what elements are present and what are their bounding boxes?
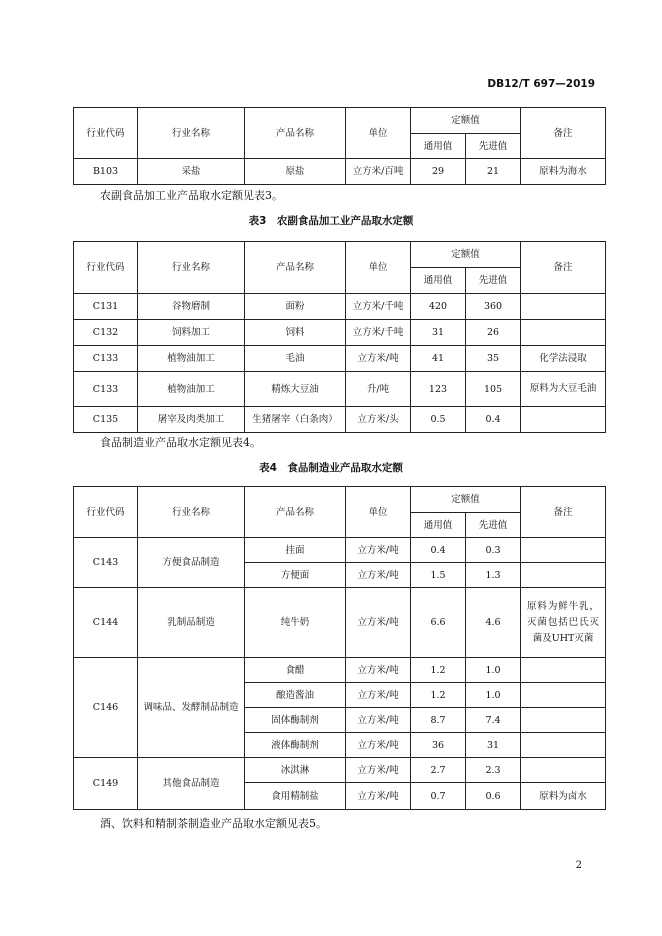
header-industry: 行业名称 <box>138 487 245 538</box>
header-quota: 定额值 <box>411 487 521 513</box>
cell-remark <box>521 407 606 433</box>
cell-unit: 立方米/吨 <box>346 588 411 658</box>
table-row <box>74 159 606 185</box>
cell-product: 精炼大豆油 <box>245 372 346 407</box>
cell-unit: 立方米/吨 <box>346 733 411 758</box>
header-product: 产品名称 <box>245 108 346 159</box>
cell-remark <box>521 320 606 346</box>
cell-product: 面粉 <box>245 294 346 320</box>
cell-remark: 原料为大豆毛油 <box>521 372 606 407</box>
header-remark: 备注 <box>521 108 606 159</box>
cell-general: 123 <box>411 372 466 407</box>
table-row <box>74 294 606 320</box>
cell-code: B103 <box>74 159 138 185</box>
cell-advanced: 360 <box>466 294 521 320</box>
cell-general: 29 <box>411 159 466 185</box>
cell-general: 1.2 <box>411 658 466 683</box>
table-row <box>74 407 606 433</box>
cell-code: C133 <box>74 372 138 407</box>
cell-product: 冰淇淋 <box>245 758 346 783</box>
cell-industry: 采盐 <box>138 159 245 185</box>
cell-industry: 调味品、发酵制品制造 <box>138 658 245 758</box>
table-row <box>74 320 606 346</box>
cell-general: 0.4 <box>411 538 466 563</box>
cell-general: 36 <box>411 733 466 758</box>
cell-general: 2.7 <box>411 758 466 783</box>
header-remark: 备注 <box>521 487 606 538</box>
cell-unit: 立方米/头 <box>346 407 411 433</box>
cell-remark: 原料为鲜牛乳，灭菌包括巴氏灭菌及UHT灭菌 <box>521 588 606 658</box>
cell-industry: 其他食品制造 <box>138 758 245 810</box>
cell-advanced: 1.0 <box>466 658 521 683</box>
cell-remark <box>521 658 606 683</box>
cell-general: 31 <box>411 320 466 346</box>
cell-advanced: 4.6 <box>466 588 521 658</box>
header-product: 产品名称 <box>245 242 346 294</box>
cell-advanced: 0.3 <box>466 538 521 563</box>
cell-unit: 立方米/吨 <box>346 758 411 783</box>
table-row <box>74 346 606 372</box>
cell-product: 食醋 <box>245 658 346 683</box>
cell-advanced: 1.3 <box>466 563 521 588</box>
cell-unit: 立方米/百吨 <box>346 159 411 185</box>
cell-advanced: 21 <box>466 159 521 185</box>
table-row <box>74 658 606 683</box>
cell-code: C143 <box>74 538 138 588</box>
cell-remark <box>521 538 606 563</box>
page-number: 2 <box>575 860 582 871</box>
cell-advanced: 7.4 <box>466 708 521 733</box>
cell-unit: 立方米/吨 <box>346 538 411 563</box>
cell-advanced: 1.0 <box>466 683 521 708</box>
cell-industry: 乳制品制造 <box>138 588 245 658</box>
cell-code: C146 <box>74 658 138 758</box>
table-row <box>74 758 606 783</box>
table3 <box>73 241 606 433</box>
cell-general: 6.6 <box>411 588 466 658</box>
cell-remark: 原料为卤水 <box>521 783 606 810</box>
cell-general: 0.7 <box>411 783 466 810</box>
cell-unit: 立方米/吨 <box>346 683 411 708</box>
header-advanced: 先进值 <box>466 268 521 294</box>
header-advanced: 先进值 <box>466 134 521 159</box>
cell-product: 固体酶制剂 <box>245 708 346 733</box>
cell-product: 纯牛奶 <box>245 588 346 658</box>
document-code: DB12/T 697—2019 <box>487 78 595 90</box>
cell-unit: 立方米/千吨 <box>346 320 411 346</box>
cell-unit: 升/吨 <box>346 372 411 407</box>
cell-remark <box>521 683 606 708</box>
header-quota: 定额值 <box>411 242 521 268</box>
cell-industry: 饲料加工 <box>138 320 245 346</box>
paragraph-table5-intro: 酒、饮料和精制茶制造业产品取水定额见表5。 <box>100 817 327 830</box>
header-general: 通用值 <box>411 268 466 294</box>
cell-product: 方便面 <box>245 563 346 588</box>
table-row <box>74 372 606 407</box>
cell-product: 液体酶制剂 <box>245 733 346 758</box>
header-advanced: 先进值 <box>466 513 521 538</box>
cell-general: 420 <box>411 294 466 320</box>
cell-advanced: 2.3 <box>466 758 521 783</box>
cell-industry: 屠宰及肉类加工 <box>138 407 245 433</box>
cell-product: 饲料 <box>245 320 346 346</box>
cell-code: C144 <box>74 588 138 658</box>
table-row <box>74 538 606 563</box>
cell-remark <box>521 563 606 588</box>
header-general: 通用值 <box>411 513 466 538</box>
cell-code: C132 <box>74 320 138 346</box>
cell-advanced: 0.4 <box>466 407 521 433</box>
cell-advanced: 35 <box>466 346 521 372</box>
header-code: 行业代码 <box>74 487 138 538</box>
table-row <box>74 588 606 658</box>
cell-remark: 化学法浸取 <box>521 346 606 372</box>
header-product: 产品名称 <box>245 487 346 538</box>
cell-product: 酿造酱油 <box>245 683 346 708</box>
cell-product: 生猪屠宰（白条肉） <box>245 407 346 433</box>
cell-remark <box>521 708 606 733</box>
paragraph-table4-intro: 食品制造业产品取水定额见表4。 <box>100 436 261 449</box>
cell-advanced: 31 <box>466 733 521 758</box>
cell-remark <box>521 733 606 758</box>
header-industry: 行业名称 <box>138 108 245 159</box>
cell-remark <box>521 758 606 783</box>
header-industry: 行业名称 <box>138 242 245 294</box>
cell-general: 1.5 <box>411 563 466 588</box>
table3-caption: 表3 农副食品加工业产品取水定额 <box>248 215 414 227</box>
header-unit: 单位 <box>346 108 411 159</box>
header-code: 行业代码 <box>74 108 138 159</box>
cell-general: 1.2 <box>411 683 466 708</box>
cell-general: 41 <box>411 346 466 372</box>
cell-code: C133 <box>74 346 138 372</box>
header-unit: 单位 <box>346 242 411 294</box>
cell-code: C135 <box>74 407 138 433</box>
cell-product: 挂面 <box>245 538 346 563</box>
cell-industry: 植物油加工 <box>138 372 245 407</box>
table-prev-continued <box>73 107 606 185</box>
cell-unit: 立方米/吨 <box>346 563 411 588</box>
cell-industry: 谷物磨制 <box>138 294 245 320</box>
cell-unit: 立方米/吨 <box>346 346 411 372</box>
paragraph-table3-intro: 农副食品加工业产品取水定额见表3。 <box>100 189 283 202</box>
cell-advanced: 0.6 <box>466 783 521 810</box>
cell-industry: 植物油加工 <box>138 346 245 372</box>
cell-advanced: 26 <box>466 320 521 346</box>
cell-industry: 方便食品制造 <box>138 538 245 588</box>
header-general: 通用值 <box>411 134 466 159</box>
header-quota: 定额值 <box>411 108 521 134</box>
cell-general: 0.5 <box>411 407 466 433</box>
cell-code: C149 <box>74 758 138 810</box>
cell-product: 原盐 <box>245 159 346 185</box>
header-unit: 单位 <box>346 487 411 538</box>
header-code: 行业代码 <box>74 242 138 294</box>
table4 <box>73 486 606 810</box>
cell-product: 毛油 <box>245 346 346 372</box>
cell-advanced: 105 <box>466 372 521 407</box>
cell-product: 食用精制盐 <box>245 783 346 810</box>
header-remark: 备注 <box>521 242 606 294</box>
cell-code: C131 <box>74 294 138 320</box>
cell-unit: 立方米/吨 <box>346 658 411 683</box>
cell-remark <box>521 294 606 320</box>
table4-caption: 表4 食品制造业产品取水定额 <box>259 462 403 474</box>
cell-unit: 立方米/千吨 <box>346 294 411 320</box>
cell-unit: 立方米/吨 <box>346 708 411 733</box>
cell-general: 8.7 <box>411 708 466 733</box>
cell-unit: 立方米/吨 <box>346 783 411 810</box>
cell-remark: 原料为海水 <box>521 159 606 185</box>
